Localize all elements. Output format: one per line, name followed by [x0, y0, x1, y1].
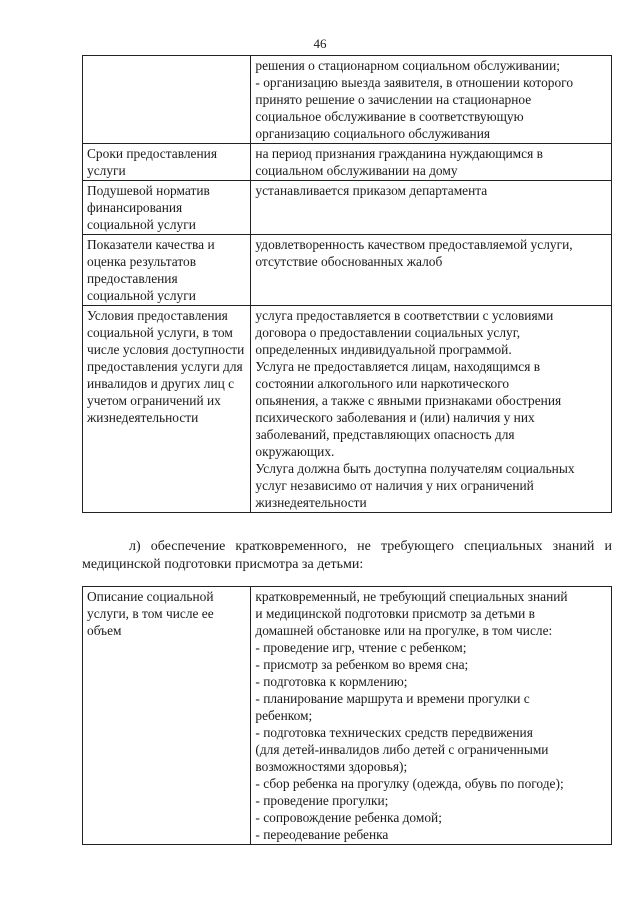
description-line: - организацию выезда заявителя, в отношении которого — [255, 75, 574, 90]
row-label — [83, 56, 251, 144]
description-line: социальном обслуживании на дому — [255, 163, 458, 178]
table-row — [83, 56, 612, 144]
row-label: Показатели качества и оценка результатов предоставления социальной услуги — [83, 235, 251, 306]
row-label: Описание социальной услуги, в том числе ее объем — [83, 587, 251, 845]
description-line: опьянения, а также с явными признаками обострения — [255, 393, 562, 408]
description-line: домашней обстановке или на прогулке, в том числе: — [255, 623, 553, 638]
child-care-service-table — [82, 586, 612, 845]
description-line: Услуга не предоставляется лицам, находящимся в — [255, 359, 541, 374]
description-line: услуга предоставляется в соответствии с условиями — [255, 308, 554, 323]
description-line: заболеваний, представляющих опасность для — [255, 427, 515, 442]
description-line: услуг независимо от наличия у них ограничений — [255, 478, 534, 493]
table-row — [83, 181, 612, 235]
description-line: кратковременный, не требующий специальных знаний — [255, 589, 568, 604]
row-description — [251, 306, 612, 513]
row-description — [251, 587, 612, 845]
description-line: - сбор ребенка на прогулку (одежда, обувь по погоде); — [255, 776, 564, 791]
description-line: психического заболевания и (или) наличия у них — [255, 410, 535, 425]
table-row — [83, 587, 612, 845]
section-paragraph-l: л) обеспечение кратковременного, не требующего специальных знаний и медицинской подготовки присмотра за детьми: — [82, 539, 612, 572]
row-description — [251, 56, 612, 144]
description-line: Услуга должна быть доступна получателям социальных — [255, 461, 575, 476]
description-line: возможностями здоровья); — [255, 759, 408, 774]
row-description — [251, 235, 612, 306]
description-line: - подготовка к кормлению; — [255, 674, 408, 689]
description-line: - проведение прогулки; — [255, 793, 389, 808]
description-line: определенных индивидуальной программой. — [255, 342, 512, 357]
description-line: организацию социального обслуживания — [255, 126, 491, 141]
description-line: отсутствие обоснованных жалоб — [255, 254, 443, 269]
row-label: Подушевой норматив финансирования социальной услуги — [83, 181, 251, 235]
page-number: 46 — [313, 36, 327, 51]
row-label: Условия предоставления социальной услуги, в том числе условия доступности предоставления услуги для инвалидов и других лиц с учетом ограничений их жизнедеятельности — [83, 306, 251, 513]
description-line: - сопровождение ребенка домой; — [255, 810, 442, 825]
description-line: устанавливается приказом департамента — [255, 183, 488, 198]
description-line: социальное обслуживание в соответствующую — [255, 109, 524, 124]
table-row — [83, 306, 612, 513]
description-line: договора о предоставлении социальных услуг, — [255, 325, 521, 340]
description-line: - проведение игр, чтение с ребенком; — [255, 640, 467, 655]
description-line: - переодевание ребенка — [255, 827, 389, 842]
description-line: жизнедеятельности — [255, 495, 367, 510]
row-description — [251, 181, 612, 235]
row-description — [251, 144, 612, 181]
description-line: состоянии алкогольного или наркотического — [255, 376, 510, 391]
services-table-continued — [82, 55, 612, 513]
description-line: на период признания гражданина нуждающимся в — [255, 146, 543, 161]
table-row — [83, 144, 612, 181]
table-row — [83, 235, 612, 306]
description-line: - планирование маршрута и времени прогулки с — [255, 691, 530, 706]
description-line: - присмотр за ребенком во время сна; — [255, 657, 469, 672]
description-line: удовлетворенность качеством предоставляемой услуги, — [255, 237, 573, 252]
description-line: (для детей-инвалидов либо детей с ограниченными — [255, 742, 549, 757]
description-line: ребенком; — [255, 708, 313, 723]
description-line: принято решение о зачислении на стационарное — [255, 92, 532, 107]
description-line: - подготовка технических средств передвижения — [255, 725, 533, 740]
description-line: решения о стационарном социальном обслуживании; — [255, 58, 560, 73]
description-line: и медицинской подготовки присмотр за детьми в — [255, 606, 535, 621]
row-label: Сроки предоставления услуги — [83, 144, 251, 181]
description-line: окружающих. — [255, 444, 335, 459]
